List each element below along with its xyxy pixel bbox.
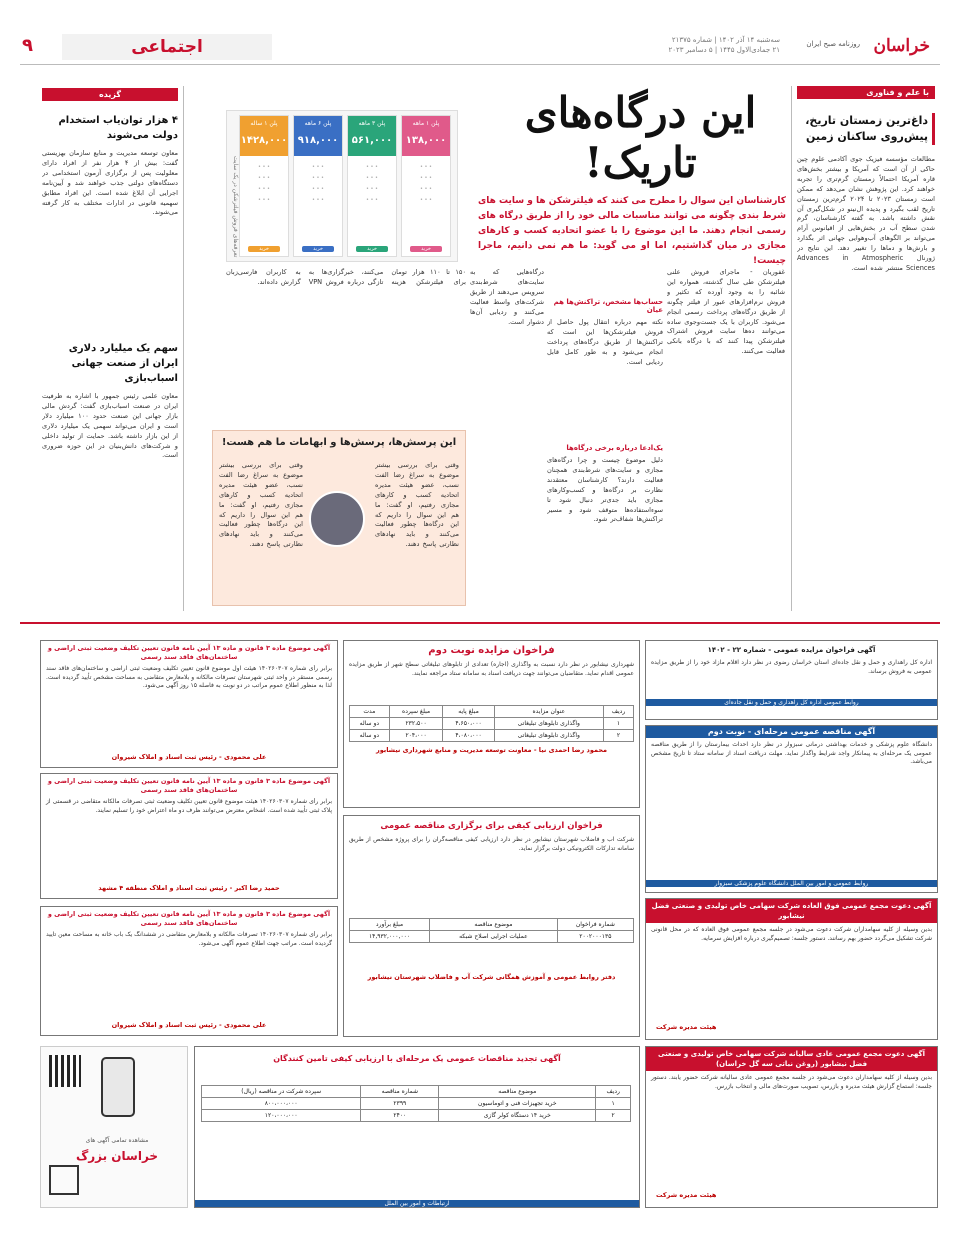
promo-big: خراسان بزرگ: [75, 1149, 159, 1163]
plan-price: ۵۶۱,۰۰۰: [351, 135, 393, 146]
ad-body: برابر رأی شماره ۱۴۰۲۶۰۳۰۷ تصرفات مالکانه و بلامعارض متقاضی در ششدانگ یک باب خانه به مساحت معین تأیید گردیده است. مراتب جهت اطلاع عموم آگهی می‌شود.: [46, 931, 332, 947]
science-column: [797, 86, 935, 611]
ad-body: بدین وسیله از کلیه سهامداران شرکت دعوت می‌شود در جلسه مجمع عمومی فوق العاده که در محل قانونی شرکت تشکیل می‌گردد حضور بهم رسانند. دستور جلسه: تصمیم‌گیری درباره افزایش سرمایه.: [651, 926, 932, 942]
science-headline[interactable]: داغ‌ترین زمستان تاریخ، پیش‌روی ساکنان زمین: [797, 113, 935, 145]
plan-name: پلن ۶ ماهه: [304, 120, 332, 127]
ad-road-auction[interactable]: [645, 640, 938, 720]
plan-price: ۹۱۸,۰۰۰: [297, 135, 339, 146]
subhead: حساب‌ها مشخص، تراکنش‌ها هم عیان: [553, 298, 663, 314]
ad-title: آگهی مناقصه عمومی مرحله‌ای - نوبت دوم: [646, 726, 937, 738]
ad-assembly-extra[interactable]: [645, 898, 938, 1040]
ad-title: آگهی دعوت مجمع عمومی عادی سالیانه شرکت سهامی خاص تولیدی و صنعتی فضل نیشابور (روغن نباتی سه گل خراسان): [646, 1047, 937, 1071]
ad-body: برابر رأی شماره ۱۴۰۲۶۰۳۰۷ هیئت اول موضوع قانون تعیین تکلیف وضعیت ثبتی اراضی و ساختمان‌های فاقد سند رسمی مستقر در واحد ثبتی شهرستان تصرفات مالکانه و بلامعارض متقاضی به مساحت مشخص تأیید گردیده است. لذا به منظور اطلاع عموم مراتب در دو نوبت به فاصله ۱۵ روز آگهی می‌شود.: [46, 665, 333, 690]
plan-tile[interactable]: پلن ۶ ماهه ۹۱۸,۰۰۰ • • • • • • • • • • • • خرید: [293, 115, 343, 257]
ad-notice-2[interactable]: [40, 773, 338, 899]
ad-signature: علی محمودی - رئیس ثبت اسناد و املاک شیروان: [111, 1021, 267, 1029]
newspaper-logo[interactable]: خراسان: [873, 36, 930, 56]
ad-signature: ارتباطات و امور بین الملل: [195, 1200, 639, 1207]
ad-body: دانشگاه علوم پزشکی و خدمات بهداشتی درمانی سبزوار در نظر دارد احداث بیمارستان را از طریق مناقصه عمومی یک مرحله‌ای به پیمانکار واجد شرایط واگذار نماید. مهلت دریافت اسناد از سامانه ستاد تا تاریخ مشخص می‌باشد.: [651, 741, 932, 766]
interview-body: وقتی برای بررسی بیشتر موضوع به سراغ رضا الفت نسب، عضو هیئت مدیره اتحادیه کسب و کارهای مجازی رفتیم، او گفت: ما هم این سوال را داریم که این درگاه‌ها چطور فعالیت می‌کنند و باید نهادهای نظارتی پاسخ دهند.: [375, 461, 459, 549]
brief-body-2: معاون علمی رئیس جمهور با اشاره به ظرفیت ایران در صنعت اسباب‌بازی گفت: گردش مالی بازار جهانی این صنعت حدود ۱۰۰ میلیارد دلار است و ایران می‌تواند سهمی یک میلیارد دلاری از این بازار داشته باشد. حمایت از تولید داخلی و شرکت‌های دانش‌بنیان در این حوزه ضروری است.: [42, 392, 178, 460]
promo-box[interactable]: [40, 1046, 188, 1208]
article-col-3: [470, 268, 544, 613]
chart-caption: تعرفه‌های فروش فیلترشکن در یک سایت: [232, 155, 239, 257]
interview-title[interactable]: این پرسش‌ها، پرسش‌ها و ابهامات ما هم هست!: [221, 437, 457, 448]
ad-title: آگهی موضوع ماده ۳ قانون و ماده ۱۳ آیین نامه قانون تعیین تکلیف وضعیت ثبتی اراضی و ساختمان‌های فاقد سند رسمی: [47, 777, 331, 794]
brand-logo-icon: [49, 1165, 79, 1195]
plan-price: ۱۴۲۸,۰۰۰: [240, 135, 288, 146]
auction-table: ردیف عنوان مزایده مبلغ پایه مبلغ سپرده مدت ۱ واگذاری تابلوهای تبلیغاتی ۴،۶۵۰،۰۰۰ ۲۳۲،۵۰۰ دو ساله ۲ واگذاری تابلوهای تبلیغاتی ۴،۰۸۰،۰۰۰ ۲۰۴،۰۰۰ دو ساله: [349, 705, 634, 742]
plan-name: پلن ۱ ماهه: [412, 120, 440, 127]
interview-body-cont: وقتی برای بررسی بیشتر موضوع به سراغ رضا الفت نسب، عضو هیئت مدیره اتحادیه کسب و کارهای مجازی رفتیم، او گفت: ما هم این سوال را داریم که این درگاه‌ها چطور فعالیت می‌کنند و باید نهادهای نظارتی پاسخ دهند.: [219, 461, 303, 549]
plan-tile[interactable]: پلن ۳ ماهه ۵۶۱,۰۰۰ • • • • • • • • • • • • خرید: [347, 115, 397, 257]
tender-table: شماره فراخوان موضوع مناقصه مبلغ برآورد ۲۰۰۲۰۰۰۱۳۵ عملیات اجرایی اصلاح شبکه ۱۴,۹۳۲,۰۰۰,۰۰۰: [349, 918, 634, 943]
article-col-4: [226, 268, 466, 428]
column-label: گزیده: [42, 88, 178, 101]
ad-signature: حمید رضا اکبر - رئیس ثبت اسناد و املاک منطقه ۴ مشهد: [98, 884, 280, 892]
plan-name: پلن ۱ ساله: [250, 120, 278, 127]
ad-signature: روابط عمومی اداره کل راهداری و حمل و نقل جاده‌ای: [646, 699, 937, 706]
article-text: نکته مهم درباره انتقال پول حاصل از فروش فیلترشکن‌ها این است که تراکنش‌ها از طریق درگاه‌های پرداخت انجام می‌شود و به طور کامل قابل ردیابی است.: [547, 318, 663, 366]
article-text: دلیل موضوع چیست و چرا درگاه‌های مجازی و سایت‌های شرط‌بندی همچنان فعالیت دارند؟ کارشناسان معتقدند نظارت بر درگاه‌ها و کسب‌وکارهای مجازی باید جدی‌تر دنبال شود تا سوءاستفاده‌ها متوقف شود و مسیر تراکنش‌ها شفاف‌تر شود.: [547, 456, 663, 524]
plan-name: پلن ۳ ماهه: [358, 120, 386, 127]
buy-button[interactable]: خرید: [410, 246, 442, 252]
ad-hospital-tender[interactable]: [645, 725, 938, 893]
phone-icon: [101, 1057, 135, 1117]
ad-notice-3[interactable]: [40, 906, 338, 1036]
article-col-2: [547, 268, 663, 613]
renewed-tender-table: ردیف موضوع مناقصه شماره مناقصه سپرده شرکت در مناقصه (ریال) ۱ خرید تجهیزات فنی و اتوماسیون ۲۳۹۹ ۸۰۰،۰۰۰،۰۰۰ ۲ خرید ۱۴ دستگاه کولر گازی ۲۴۰۰ ۱۲۰،۰۰۰،۰۰۰: [201, 1085, 631, 1122]
qr-code-icon: [49, 1055, 81, 1087]
article-text: ۱۵۰ تا ۱۱۰ هزار تومان برای فیلترشکن هزینه می‌کنند، خبرگزاری‌ها به تازگی درباره فروش VPN به کاربران فارسی‌زبان گزارش داده‌اند.: [226, 268, 466, 286]
promo-title: مشاهده تمامی آگهی های: [85, 1137, 149, 1144]
main-lead: کارشناسان این سوال را مطرح می کنند که فیلترشکن ها و سایت های شرط بندی چگونه می توانند مناسبات مالی خود را از طریق درگاه های رسمی انجام دهند. ما این موضوع را با عضو اتحادیه کسب و کارهای مجازی در میان گذاشتیم، اما او می گوید: ما هم نمی دانیم، ماجرا چیست!: [478, 196, 786, 266]
ad-body: شرکت آب و فاضلاب شهرستان نیشابور در نظر دارد ارزیابی کیفی مناقصه‌گران را برای پروژه مشخص از طریق سامانه تدارکات الکترونیکی دولت برگزار نماید.: [349, 836, 634, 852]
ad-signature: روابط عمومی و امور بین الملل دانشگاه علوم پزشکی سبزوار: [646, 880, 937, 887]
ad-title: فراخوان ارزیابی کیفی برای برگزاری مناقصه عمومی: [380, 821, 603, 831]
table-row: ۱ واگذاری تابلوهای تبلیغاتی ۴،۶۵۰،۰۰۰ ۲۳۲،۵۰۰ دو ساله: [350, 718, 634, 730]
buy-button[interactable]: خرید: [248, 246, 280, 252]
issue-line: سه‌شنبه ۱۴ آذر ۱۴۰۲ | شماره ۲۱۳۷۵: [671, 36, 780, 44]
page-number: ۹: [22, 35, 33, 56]
ad-auction[interactable]: [343, 640, 640, 808]
ad-tender[interactable]: [343, 815, 640, 1037]
vpn-price-chart: [226, 110, 458, 262]
article-col-1: [667, 268, 785, 613]
ad-assembly-annual[interactable]: [645, 1046, 938, 1208]
plan-price: ۱۳۸,۰۰۰: [405, 135, 447, 146]
headline-line-2: تاریک!: [584, 138, 697, 187]
plan-tile[interactable]: پلن ۱ ساله ۱۴۲۸,۰۰۰ • • • • • • • • • • • • خرید: [239, 115, 289, 257]
buy-button[interactable]: خرید: [356, 246, 388, 252]
brief-column: [42, 88, 178, 613]
main-headline[interactable]: [498, 88, 783, 188]
masthead: [0, 32, 960, 62]
science-body: مطالعات مؤسسه فیزیک جوی آکادمی علوم چین حاکی از آن است که آمریکا و بیشتر بخش‌های قاره آمریکا احتمالاً زمستان گرم‌تری را تجربه خواهند کرد. این پژوهش نشان می‌دهد که ممکن است زمستان ۲۰۲۳ تا ۲۰۲۴ گرم‌ترین زمستان تاریخ لقب بگیرد و پدیده ال‌نینو در شکل‌گیری آن نقش داشته باشد. به گفته کارشناسان، گرم شدن سطح آب در بخش‌هایی از اقیانوس آرام می‌تواند بر الگوهای آب‌وهوایی جهانی اثر بگذارد و بارش‌ها و دماها را تغییر دهد. این نتایج در ژورنال Advances in Atmospheric Sciences منتشر شده است.: [797, 155, 935, 272]
brief-body-1: معاون توسعه مدیریت و منابع سازمان بهزیستی گفت: بیش از ۴ هزار نفر از افراد دارای معلولیت پس از برگزاری آزمون استخدامی در دستگاه‌های دولتی جذب خواهند شد و آیین‌نامه اجرایی آن ابلاغ شده است. این افراد مطابق سهمیه قانونی در ادارات مختلف به کار گرفته می‌شوند.: [42, 149, 178, 217]
ad-body: برابر رأی شماره ۱۴۰۲۶۰۳۰۷ هیئت موضوع قانون تعیین تکلیف وضعیت ثبتی تصرفات مالکانه متقاضی در قسمتی از پلاک ثبتی تأیید شده است. اشخاص معترض می‌توانند ظرف دو ماه اعتراض خود را تسلیم نمایند.: [46, 798, 332, 814]
ad-title: آگهی دعوت مجمع عمومی فوق العاده شرکت سهامی خاص تولیدی و صنعتی فضل نیشابور: [646, 899, 937, 923]
brief-headline-2[interactable]: سهم یک میلیارد دلاری ایران از صنعت جهانی اسباب‌بازی: [68, 343, 178, 384]
interviewee-photo: [309, 491, 365, 547]
interview-box: [212, 430, 466, 606]
ad-signature: علی محمودی - رئیس ثبت اسناد و املاک شیروان: [111, 753, 267, 761]
table-row: ۱ خرید تجهیزات فنی و اتوماسیون ۲۳۹۹ ۸۰۰،۰۰۰،۰۰۰: [202, 1098, 631, 1110]
ad-signature: هیئت مدیره شرکت: [656, 1023, 717, 1031]
table-row: ۲ خرید ۱۴ دستگاه کولر گازی ۲۴۰۰ ۱۲۰،۰۰۰،۰۰۰: [202, 1110, 631, 1122]
ad-title: آگهی موضوع ماده ۳ قانون و ماده ۱۳ آیین نامه قانون تعیین تکلیف وضعیت ثبتی اراضی و ساختمان‌های فاقد سند رسمی: [47, 910, 331, 927]
date-line: ۲۱ جمادی‌الاول ۱۴۴۵ | ۵ دسامبر ۲۰۲۳: [668, 46, 780, 54]
article-text: درگاه‌هایی که به سایت‌های شرط‌بندی سرویس می‌دهند از طریق شرکت‌های واسط فعالیت می‌کنند و ردیابی آن‌ها دشوار است.: [470, 268, 544, 326]
ad-renewed-tender[interactable]: [194, 1046, 640, 1208]
ad-title: آگهی موضوع ماده ۳ قانون و ماده ۱۳ آیین نامه قانون تعیین تکلیف وضعیت ثبتی اراضی و ساختمان‌های فاقد سند رسمی: [47, 644, 331, 661]
ad-title: فراخوان مزایده نوبت دوم: [428, 645, 555, 656]
brief-headline-1[interactable]: ۴ هزار توان‌یاب استخدام دولت می‌شوند: [58, 115, 178, 141]
table-row: ۲۰۰۲۰۰۰۱۳۵ عملیات اجرایی اصلاح شبکه ۱۴,۹۳۲,۰۰۰,۰۰۰: [350, 931, 634, 943]
tagline: روزنامه صبح ایران: [806, 40, 860, 48]
column-label: با علم و فناوری: [797, 86, 935, 99]
ad-body: اداره کل راهداری و حمل و نقل جاده‌ای استان خراسان رضوی در نظر دارد اقلام مازاد خود را از طریق مزایده عمومی به فروش برساند.: [651, 659, 932, 675]
subhead: یک‌ادعا درباره برخی درگاه‌ها: [566, 444, 663, 452]
ad-title: آگهی فراخوان مزایده عمومی - شماره ۲۲ - ۱۴۰۲: [707, 646, 876, 654]
table-row: ۲ واگذاری تابلوهای تبلیغاتی ۴،۰۸۰،۰۰۰ ۲۰۴،۰۰۰ دو ساله: [350, 730, 634, 742]
article-text: غفوریان - ماجرای فروش علنی فیلترشکن طی سال گذشته، همواره این شائبه را به وجود آورده که تکثیر و فروش نرم‌افزارهای عبور از فیلتر چگونه از طریق درگاه‌های پرداخت رسمی انجام می‌شود. کاربران با یک جست‌وجوی ساده می‌توانند ده‌ها سایت فروش اشتراک فیلترشکن پیدا کنند که با درگاه بانکی فعالیت می‌کنند.: [667, 268, 785, 356]
ad-signature: دفتر روابط عمومی و آموزش همگانی شرکت آب و فاضلاب شهرستان نیشابور: [367, 973, 616, 981]
ad-signature: محمود رضا احمدی نیا - معاونت توسعه مدیریت و منابع شهرداری نیشابور: [375, 746, 608, 754]
ad-notice-1[interactable]: [40, 640, 338, 768]
ad-body: بدین وسیله از کلیه سهامداران دعوت می‌شود در جلسه مجمع عمومی عادی سالیانه شرکت حضور یابند. دستور جلسه: استماع گزارش هیئت مدیره و بازرس، تصویب صورت‌های مالی و انتخاب بازرس.: [651, 1074, 932, 1090]
plan-tile[interactable]: پلن ۱ ماهه ۱۳۸,۰۰۰ • • • • • • • • • • • • خرید: [401, 115, 451, 257]
ad-body: شهرداری نیشابور در نظر دارد نسبت به واگذاری (اجاره) تعدادی از تابلوهای تبلیغاتی سطح شهر از طریق مزایده عمومی اقدام نماید. متقاضیان می‌توانند جهت دریافت اسناد به سامانه ستاد مراجعه نمایند.: [349, 661, 634, 677]
ad-title: آگهی تجدید مناقصات عمومی یک مرحله‌ای با ارزیابی کیفی تامین کنندگان: [273, 1054, 561, 1063]
headline-line-1: این درگاه‌های: [524, 88, 757, 137]
section-label: اجتماعی: [62, 34, 272, 60]
ad-signature: هیئت مدیره شرکت: [656, 1191, 717, 1199]
buy-button[interactable]: خرید: [302, 246, 334, 252]
